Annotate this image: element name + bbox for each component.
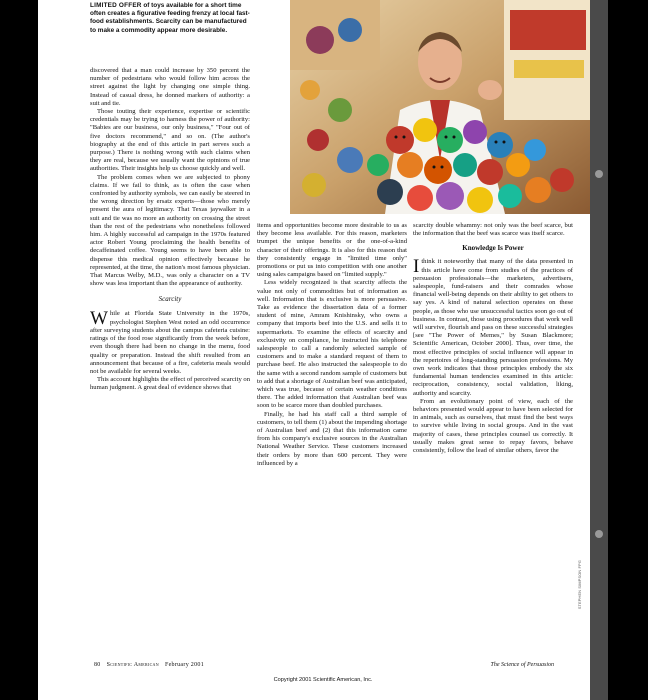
column-1 — [90, 67, 250, 653]
page-folio — [94, 662, 204, 668]
caption-lead: LIMITED OFFER — [90, 2, 142, 9]
magazine-page — [38, 0, 608, 700]
col2-paragraph: items and opportunities become more desirable to us as they become less available. For this reason, marketers trumpet the unique benefits or the one-of-a-kind character of their offerings. It is also for this reason that they consistently engage in "limited time only" promotions or put us into competition with one another using sales campaigns based on "limited supply." — [257, 222, 407, 279]
col1-paragraph: The problem comes when we are subjected to phony claims. If we fail to think, as is often the case when confronted by authority symbols, we can easily be steered in the wrong direction by ersatz experts—those who merely present the aura of legitimacy. That Texas jaywalker in a suit and tie was no more an authority on crossing the street than the rest of the pedestrians who nonetheless followed him. A highly successful ad campaign in the 1970s featured actor Robert Young proclaiming the health benefits of decaffeinated coffee. Young seems to have been able to dispense this medical opinion effectively because he represented, at the time, the nation's most famous physician. That Marcus Welby, M.D., was only a character on a TV show was less important than the appearance of authority. — [90, 173, 250, 288]
photo-caption — [90, 2, 250, 35]
col3-paragraph-dropcap — [413, 258, 573, 397]
col3-paragraph: From an evolutionary point of view, each of the behaviors presented would appear to have been selected for in animals, such as ourselves, that must find the best ways to survive while living in social groups. And in the vast majority of cases, these principles counsel us correctly. It usually makes great sense to repay favors, behave consistently, follow the lead of similar others, favor the — [413, 397, 573, 455]
col1-paragraph: This account highlights the effect of perceived scarcity on human judgment. A great deal of evidence shows that — [90, 376, 250, 392]
photo-credit: STEPHEN SIMPSON FPG — [578, 560, 582, 610]
control-dot[interactable] — [595, 530, 603, 538]
column-2 — [257, 222, 407, 654]
caption-text: of toys available for a short time often creates a figurative feeding frenzy at local fast-food establishments. Scarcity can be manufactured to make a commodity appear more desirable. — [90, 2, 250, 34]
col1-paragraph-text: hile at Florida State University in the 1970s, psychologist Stephen West noted an odd occurrence after surveying students about the campus cafeteria cuisine: ratings of the food rose significantly from the week before, even though there had been no change in the menu, food quality or preparation. Instead the shift resulted from an announcement that because of a fire, cafeteria meals would not be available for several weeks. — [90, 310, 250, 375]
issue-date: February 2001 — [164, 662, 204, 668]
toys-photo-illustration — [290, 0, 592, 214]
scrollbar-rail[interactable] — [590, 0, 608, 700]
col2-paragraph: Finally, he had his staff call a third sample of customers, to tell them (1) about the impending shortage of Australian beef and (2) that this information came from his company's exclusive sources in the Australian National Weather Service. These customers increased their orders by more than 600 percent. They were influenced by a — [257, 410, 407, 467]
col1-paragraph-dropcap — [90, 310, 250, 376]
control-dot[interactable] — [595, 170, 603, 178]
drop-cap: I — [413, 256, 420, 278]
copyright-line: Copyright 2001 Scientific American, Inc. — [273, 677, 373, 683]
drop-cap: W — [90, 308, 108, 330]
toys-photo — [290, 0, 592, 214]
page-number: 80 — [94, 662, 101, 668]
col3-paragraph: scarcity double whammy: not only was the beef scarce, but the information that the beef was scarce was itself scarce. — [413, 222, 573, 238]
running-title: The Science of Persuasion — [490, 662, 554, 668]
col1-paragraph: Those touting their experience, expertise or scientific credentials may be trying to harness the power of authority: "Babies are our business, our only business," "Four out of five doctors recommend," and so on. (The author's biography at the end of this article in part serves such a purpose.) There is nothing wrong with such claims when they are real, because we usually want the opinions of true authorities. Their insights help us choose quickly and well. — [90, 108, 250, 173]
section-heading-scarcity: Scarcity — [158, 295, 182, 304]
column-3 — [413, 222, 573, 654]
col1-paragraph: discovered that a man could increase by 350 percent the number of pedestrians who would follow him across the street against the light by changing one simple thing. Instead of casual dress, he donned markers of authority: a suit and tie. — [90, 67, 250, 107]
magazine-name: Scientific American — [106, 662, 159, 668]
col3-paragraph-text: think it noteworthy that many of the data presented in this article have come from studies of the practices of persuasion professionals—the marketers, advertisers, salespeople, fund-raisers and their comrades whose financial well-being depends on their ability to get others to say yes. A kind of natural selection operates on these people, as those who use unsuccessful tactics soon go out of business. In contrast, those using procedures that work well will survive, flourish and pass on these successful strategies [see "The Power of Memes," by Susan Blackmore; Scientific American, October 2000]. Thus, over time, the most effective principles of social influence will appear in the repertoires of long-standing persuasion professions. My own work indicates that those principles embody the six fundamental human tendencies examined in this article: reciprocation, consistency, social validation, liking, authority and scarcity. — [413, 258, 573, 397]
col2-paragraph: Less widely recognized is that scarcity affects the value not only of commodities but of information as well. Information that is exclusive is more persuasive. Take as evidence the dissertation data of a former student of mine, Amram Knishinsky, who owns a company that imports beef into the U.S. and sells it to supermarkets. To examine the effects of scarcity and exclusivity on compliance, he instructed his telephone salespeople to call a randomly selected sample of customers and to make a standard request of them to purchase beef. He also instructed the salespeople to do the same with a second random sample of customers but to add that a shortage of Australian beef was anticipated, which was true, because of certain weather conditions there. The added information that Australian beef was soon to be scarce more than doubled purchases. — [257, 279, 407, 410]
section-heading-knowledge: Knowledge Is Power — [462, 244, 524, 253]
